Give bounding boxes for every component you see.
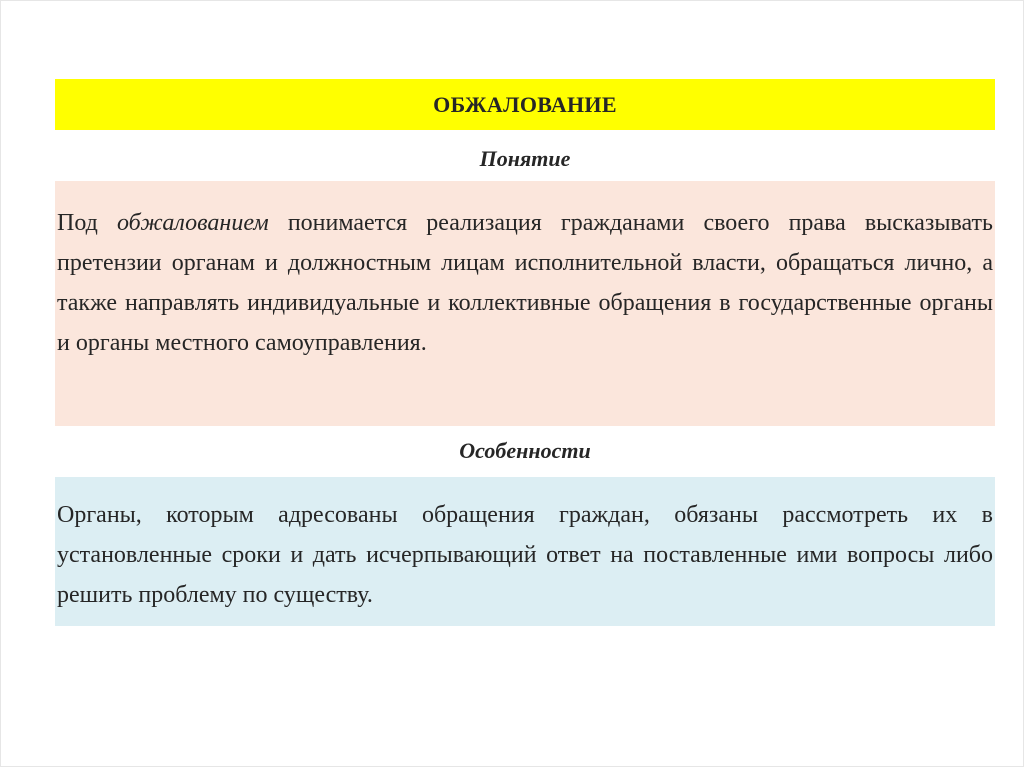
concept-heading: Понятие xyxy=(479,146,571,171)
features-paragraph: Органы, которым адресованы обращения граждан, обязаны рассмотреть их в установленные сроки и дать исчерпывающий ответ на поставленные ими вопросы либо решить проблему по существу. xyxy=(57,502,993,608)
features-heading: Особенности xyxy=(459,438,591,463)
title-bar xyxy=(55,79,995,130)
concept-text-after: понимается реализация гражданами своего права высказывать претензии органам и должностным лицам исполнительной власти, обращаться лично, а также направлять индивидуальные и коллективные обращения в государственные органы и органы местного самоуправления. xyxy=(57,210,993,356)
slide-title: ОБЖАЛОВАНИЕ xyxy=(433,91,617,117)
features-box xyxy=(55,477,995,626)
concept-box xyxy=(55,181,995,426)
concept-paragraph xyxy=(57,203,993,363)
concept-text-before: Под xyxy=(57,210,117,236)
concept-emphasis: обжалованием xyxy=(116,210,269,236)
